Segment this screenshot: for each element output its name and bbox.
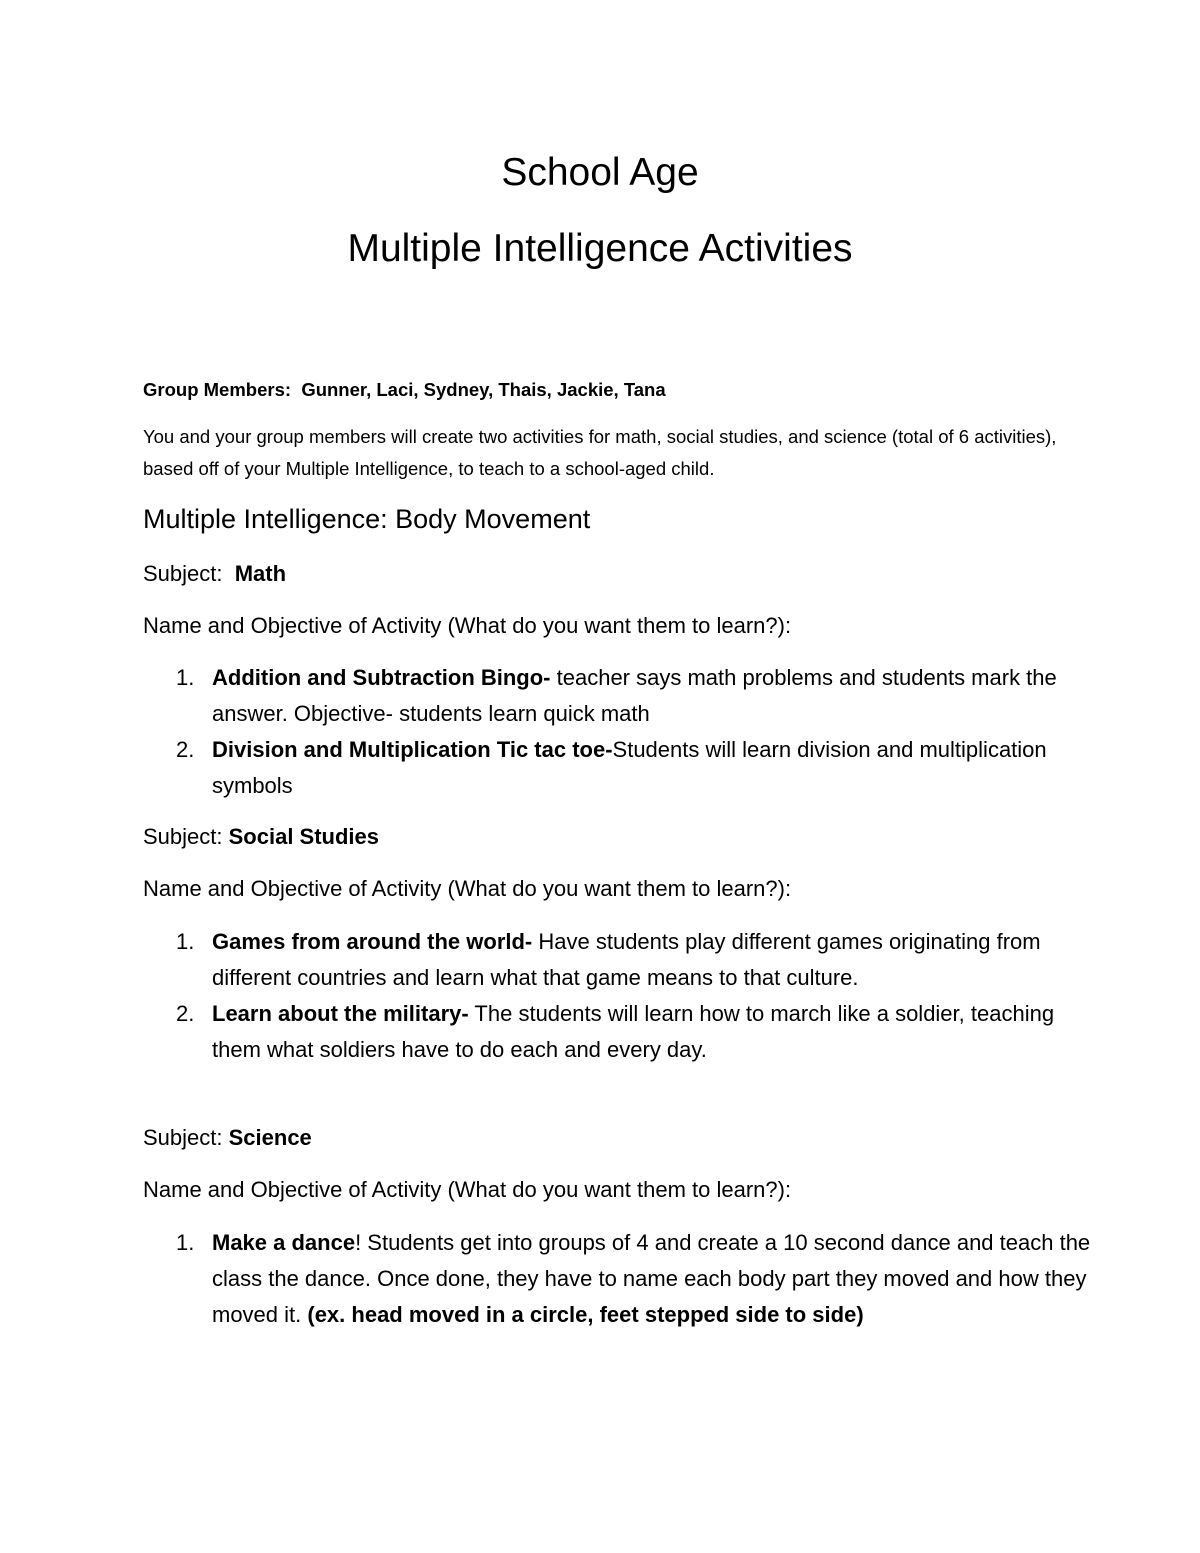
list-item <box>143 660 1103 732</box>
list-item <box>143 732 1103 804</box>
activity-list-math <box>143 660 1103 804</box>
activity-description: teacher says math problems and students mark the answer. Objective- students learn quick math <box>212 665 1057 726</box>
subject-label: Subject: <box>143 561 223 586</box>
activity-prompt: Name and Objective of Activity (What do you want them to learn?): <box>143 613 792 638</box>
activity-prompt: Name and Objective of Activity (What do you want them to learn?): <box>143 876 792 901</box>
document-subtitle: Multiple Intelligence Activities <box>347 227 853 270</box>
list-number: 2. <box>176 1001 195 1026</box>
list-item <box>143 1225 1103 1333</box>
subject-label: Subject: <box>143 1125 223 1150</box>
list-number: 2. <box>176 737 195 762</box>
activity-name: Learn about the military- <box>212 1001 469 1026</box>
subject-line-science <box>143 1120 312 1156</box>
group-members-line <box>143 374 1083 406</box>
subject-line-math <box>143 556 286 592</box>
list-item <box>143 924 1103 996</box>
activity-name: Games from around the world- <box>212 929 533 954</box>
list-number: 1. <box>176 929 195 954</box>
subject-line-social-studies <box>143 819 379 855</box>
list-number: 1. <box>176 665 195 690</box>
activity-name: Make a dance <box>212 1230 356 1255</box>
activity-list-science <box>143 1225 1103 1333</box>
activity-description: The students will learn how to march like a soldier, teaching them what soldiers have to do each and every day. <box>212 1001 1055 1062</box>
list-number: 1. <box>176 1230 195 1255</box>
activity-description: ! Students get into groups of 4 and create a 10 second dance and teach the class the dance. Once done, they have to name each body part they moved and how they moved it. <box>212 1230 1091 1327</box>
activity-list-social-studies <box>143 924 1103 1068</box>
intro-paragraph: You and your group members will create two activities for math, social studies, and science (total of 6 activities), based off of your Multiple Intelligence, to teach to a school-aged child. <box>143 426 1057 479</box>
subject-label: Subject: <box>143 824 223 849</box>
list-item <box>143 996 1103 1068</box>
activity-description: Students will learn division and multiplication symbols <box>212 737 1047 798</box>
activity-description: Have students play different games originating from different countries and learn what that game means to that culture. <box>212 929 1041 990</box>
document-title: School Age <box>501 151 699 194</box>
subject-name: Math <box>234 561 287 586</box>
activity-name: Division and Multiplication Tic tac toe- <box>212 737 613 762</box>
subject-name: Social Studies <box>228 824 380 849</box>
activity-name: Addition and Subtraction Bingo- <box>212 665 551 690</box>
intelligence-heading: Multiple Intelligence: Body Movement <box>143 504 591 534</box>
subject-name: Science <box>228 1125 312 1150</box>
group-members-label: Group Members: <box>143 379 292 400</box>
group-members-names: Gunner, Laci, Sydney, Thais, Jackie, Tana <box>301 379 666 400</box>
activity-example-note: (ex. head moved in a circle, feet stepped side to side) <box>307 1302 864 1327</box>
activity-prompt: Name and Objective of Activity (What do you want them to learn?): <box>143 1177 792 1202</box>
